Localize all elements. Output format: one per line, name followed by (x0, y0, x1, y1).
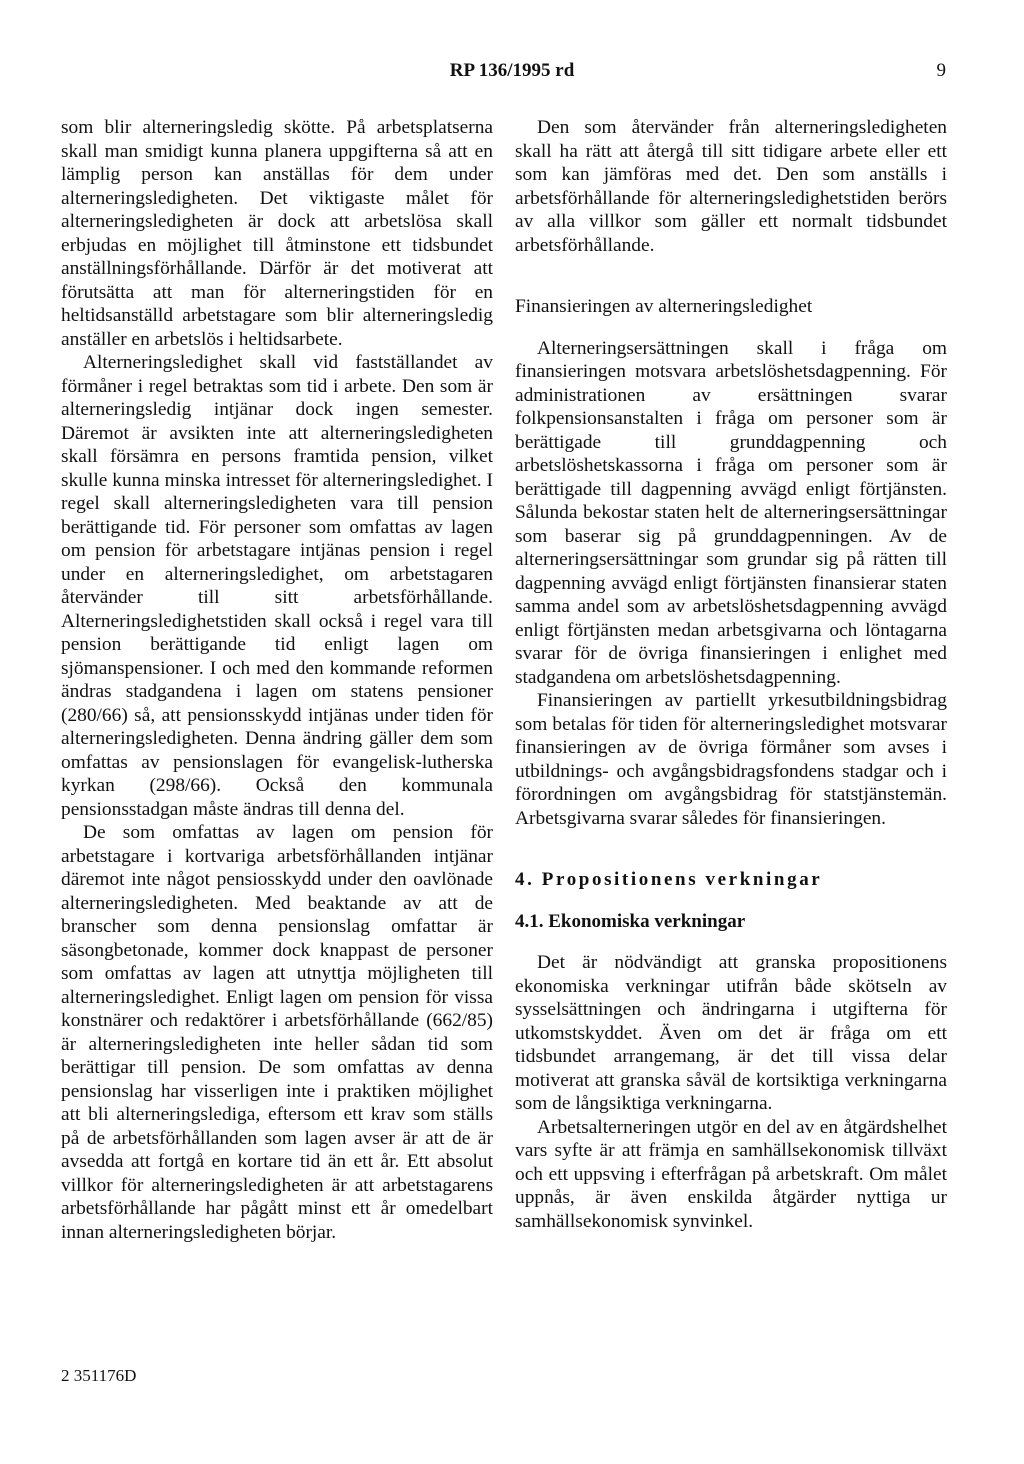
left-paragraph-2: Alterneringsledighet skall vid fastställandet av förmåner i regel betraktas som tid i arbete. Den som är alterneringsledig intjänar dock ingen semester. Däremot är avsikten inte att alterneringsledigheten skall försämra en persons framtida pension, vilket skulle kunna minska intresset för alterneringsledighet. I regel skall alterneringsledigheten vara till pension berättigande tid. För personer som omfattas av lagen om pension för arbetstagare intjänas pension i regel under en alterneringsledighet, om arbetstagaren återvänder till sitt arbetsförhållande. Alterneringsledighetstiden skall också i regel vara till pension berättigande tid enligt lagen om sjömanspensioner. I och med den kommande reformen ändras stadgandena i lagen om statens pensioner (280/66) så, att pensionsskydd intjänas under tiden för alterneringsledigheten. Denna ändring gäller dem som omfattas av pensionslagen för evangelisk-lutherska kyrkan (298/66). Också den kommunala pensionsstadgan måste ändras till denna del. (61, 352, 493, 820)
right-paragraph-1: Den som återvänder från alterneringsledigheten skall ha rätt att återgå till sitt tidigare arbete eller ett som kan jämföras med det. Den som anställs i arbetsförhållande för alterneringsledighetstiden berörs av alla villkor som gäller ett normalt tidsbundet arbetsförhållande. (515, 117, 947, 256)
subsection-heading: 4.1. Ekonomiska verkningar (515, 910, 746, 932)
page-number: 9 (936, 60, 946, 81)
left-paragraph-3: De som omfattas av lagen om pension för arbetstagare i kortvariga arbetsförhållanden intjänar däremot inte något pensiosskydd under den oavlönade alterneringsledigheten. Med beaktande av att de branscher som denna pensionslag omfattar är säsongbetonade, kommer dock knappast de personer som omfattas av lagen att utnyttja möjligheten till alterneringsledighet. Enligt lagen om pension för vissa konstnärer och redaktörer i arbetsförhållande (662/85) är alterneringsledigheten inte heller sådan tid som berättigar till pension. De som omfattas av denna pensionslag har visserligen inte i praktiken möjlighet att bli alterneringslediga, eftersom ett krav som ställs på de arbetsförhållanden som lagen avser är att de är avsedda att fortgå en kortare tid än ett år. Ett absolut villkor för alterneringsledigheten är att arbetstagarens arbetsförhållande har pågått minst ett år omedelbart innan alterneringsledigheten börjar. (61, 822, 493, 1243)
left-column (61, 116, 493, 1244)
print-code: 2 351176D (61, 1366, 137, 1385)
left-paragraph-1: som blir alterneringsledig skötte. På arbetsplatserna skall man smidigt kunna planera uppgifterna så att en lämplig person kan anställas för dem under alterneringsledigheten. Det viktigaste målet för alterneringsledigheten är dock att arbetslösa skall erbjudas en möjlighet till åtminstone ett tidsbundet anställningsförhållande. Därför är det motiverat att förutsätta att man för alterneringstiden för en heltidsanställd arbetstagare som blir alterneringsledig anställer en arbetslös i heltidsarbete. (61, 117, 493, 350)
right-paragraph-2: Alterneringsersättningen skall i fråga om finansieringen motsvara arbetslöshetsdagpenning. För administrationen av ersättningen svarar folkpensionsanstalten i fråga om personer som är berättigade till grunddagpenning och arbetslöshetskassorna i fråga om personer som är berättigade till dagpenning avvägd enligt förtjänsten. Sålunda bekostar staten helt de alterneringsersättningar som baserar sig på grunddagpenningen. Av de alterneringsersättningar som grundar sig på rätten till dagpenning avvägd enligt förtjänsten finansierar staten samma andel som av arbetslöshetsdagpenning avvägd enligt förtjänsten medan arbetsgivarna och löntagarna svarar för de övriga finansieringen i enlighet med stadgandena om arbetslöshetsdagpenning. (515, 337, 947, 688)
running-header (0, 60, 1024, 90)
section-heading: 4. Propositionens verkningar (515, 869, 823, 890)
document-title: RP 136/1995 rd (449, 60, 575, 81)
right-paragraph-5: Arbetsalterneringen utgör en del av en åtgärdshelhet vars syfte är att främja en samhällsekonomisk tillväxt och ett uppsving i efterfrågan på arbetskraft. Om målet uppnås, är även enskilda åtgärder nyttiga ur samhällsekonomisk synvinkel. (515, 1116, 947, 1232)
right-paragraph-3: Finansieringen av partiellt yrkesutbildningsbidrag som betalas för tiden för alterneringsledighet motsvarar finansieringen av de övriga förmåner som avses i utbildnings- och avgångsbidragsfondens stadgar och i förordningen om avgångsbidrag för statstjänstemän. Arbetsgivarna svarar således för finansieringen. (515, 690, 947, 829)
financing-heading: Finansieringen av alterneringsledighet (515, 296, 813, 317)
right-column (515, 116, 947, 1233)
right-paragraph-4: Det är nödvändigt att granska propositionens ekonomiska verkningar utifrån både skötseln av sysselsättningen och ändringarna i utgifterna för utkomstskyddet. Även om det är fråga om ett tidsbundet arrangemang, är det till vissa delar motiverat att granska såväl de kortsiktiga verkningarna som de långsiktiga verkningarna. (515, 952, 947, 1114)
